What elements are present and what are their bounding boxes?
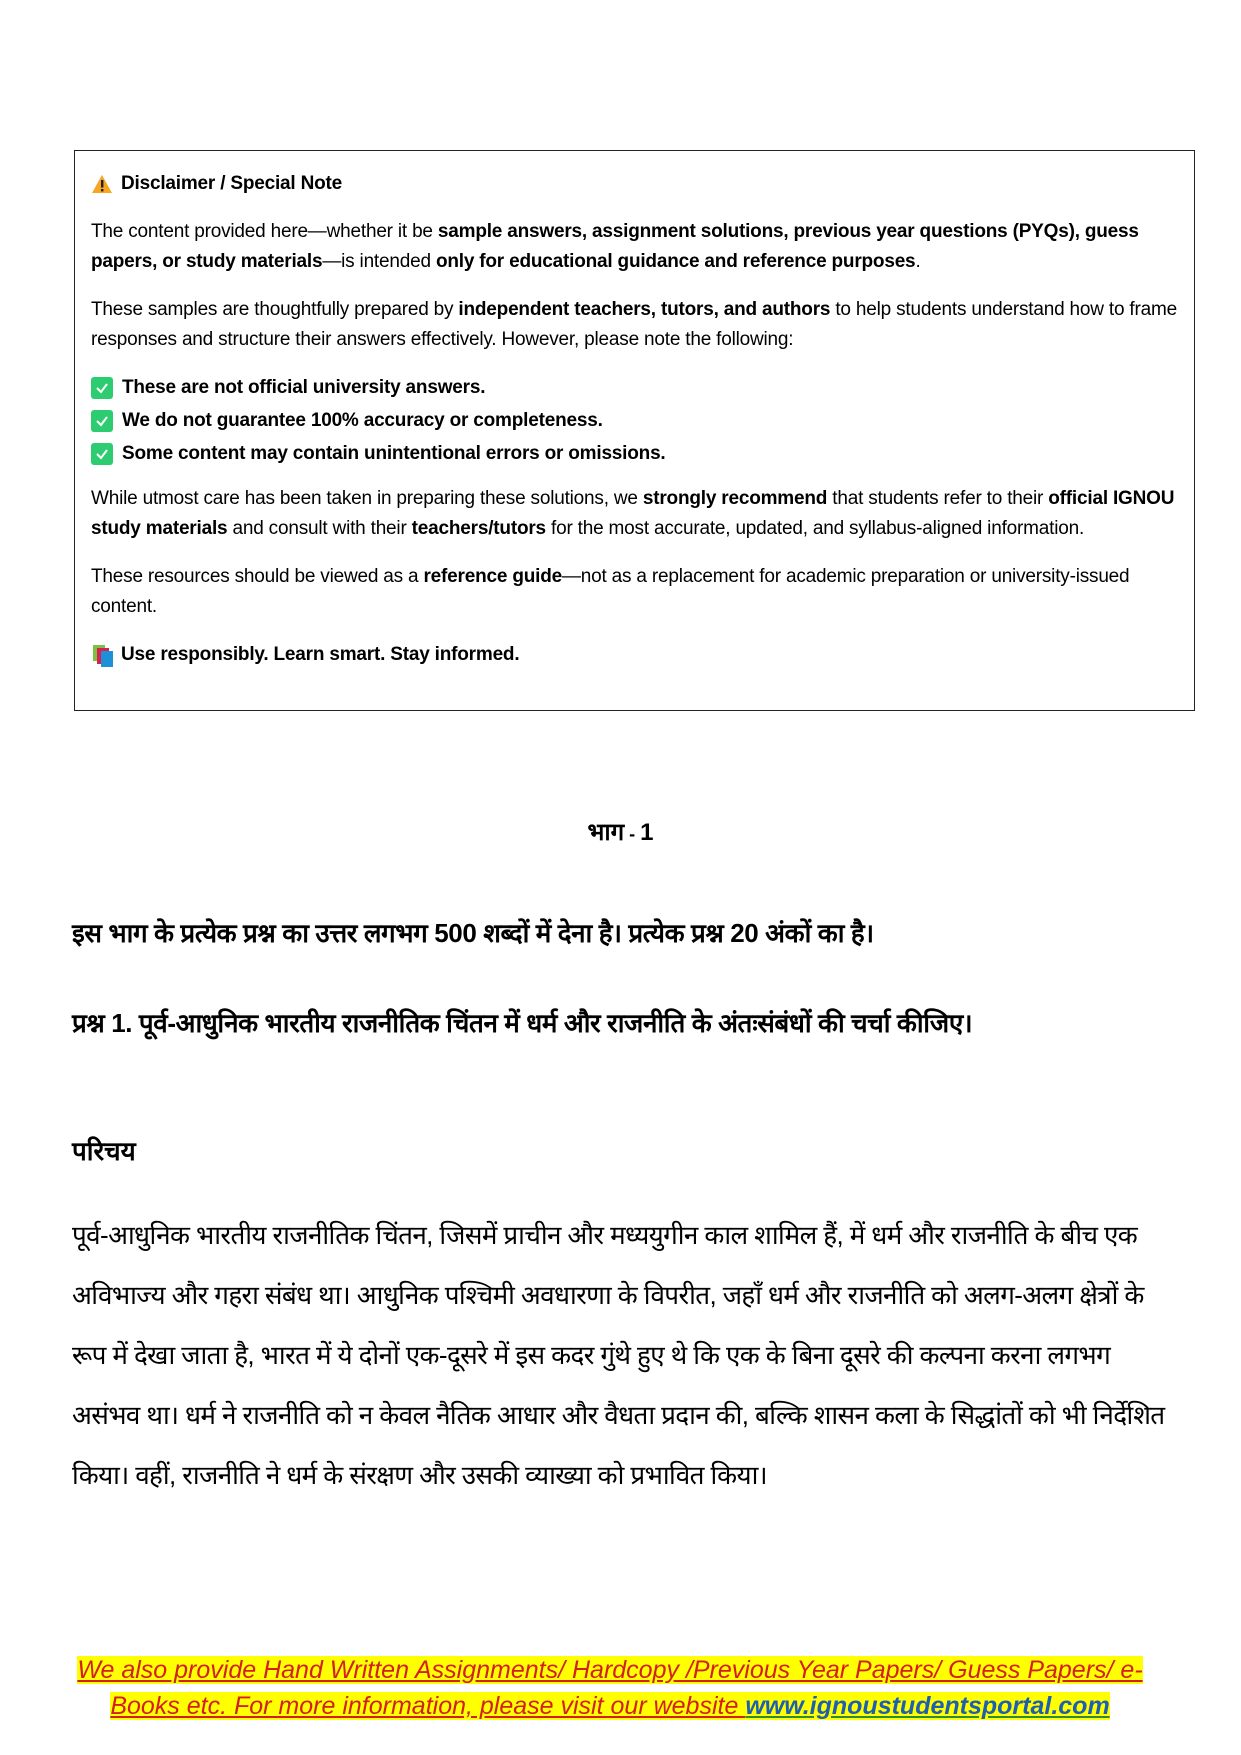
intro-paragraph: पूर्व-आधुनिक भारतीय राजनीतिक चिंतन, जिसमें प्राचीन और मध्ययुगीन काल शामिल हैं, में धर्म और राजनीति के बीच एक अविभाज्य और गहरा संबंध था। आधुनिक पश्चिमी अवधारणा के विपरीत, जहाँ धर्म और राजनीति को अलग-अलग क्षेत्रों के रूप में देखा जाता है, भारत में ये दोनों एक-दूसरे में इस कदर गुंथे हुए थे कि एक के बिना दूसरे की कल्पना करना लगभग असंभव था। धर्म ने राजनीति को न केवल नैतिक आधार और वैधता प्रदान की, बल्कि शासन कला के सिद्धांतों को भी निर्देशित किया। वहीं, राजनीति ने धर्म के संरक्षण और उसकी व्याख्या को प्रभावित किया। bbox=[72, 1220, 1165, 1490]
intro-heading: परिचय bbox=[72, 1136, 136, 1166]
question-text: प्रश्न 1. पूर्व-आधुनिक भारतीय राजनीतिक चिंतन में धर्म और राजनीति के अंतःसंबंधों की चर्चा कीजिए। bbox=[72, 1008, 973, 1038]
bold-text: reference guide bbox=[423, 566, 562, 587]
bold-text: sample answers, assignment solutions, previous year questions (PYQs), guess papers, or study materials bbox=[91, 221, 1139, 272]
text: to help students understand how to frame responses and structure their answers effectively. However, please note the following: bbox=[91, 299, 1177, 350]
disclaimer-paragraph-4 bbox=[91, 562, 1178, 622]
part-number: 1 bbox=[640, 819, 654, 846]
check-icon bbox=[91, 443, 113, 465]
part-heading bbox=[0, 815, 1241, 848]
bold-text: strongly recommend bbox=[642, 488, 828, 509]
check-icon bbox=[91, 410, 113, 432]
disclaimer-footer bbox=[91, 640, 1178, 670]
check-item bbox=[91, 404, 1178, 437]
books-icon bbox=[91, 644, 113, 666]
bold-text: only for educational guidance and reference purposes bbox=[435, 251, 916, 272]
text: and consult with their bbox=[227, 518, 412, 539]
disclaimer-footer-text: Use responsibly. Learn smart. Stay informed. bbox=[121, 644, 520, 665]
text: These samples are thoughtfully prepared by bbox=[91, 299, 459, 320]
promo-text: We also provide Hand Written Assignments/ Hardcopy /Previous Year Papers/ Guess Papers/ e-Books etc. For more information, please visit our website bbox=[77, 1656, 1143, 1720]
text: —not as a replacement for academic preparation or university-issued content. bbox=[91, 566, 1130, 617]
check-item-text: Some content may contain unintentional errors or omissions. bbox=[122, 442, 666, 464]
text: These resources should be viewed as a bbox=[91, 566, 424, 587]
check-item bbox=[91, 437, 1178, 470]
text: for the most accurate, updated, and syllabus-aligned information. bbox=[545, 518, 1085, 539]
disclaimer-paragraph-1 bbox=[91, 217, 1178, 277]
text: . bbox=[915, 251, 921, 272]
part-label: भाग bbox=[587, 819, 625, 846]
checklist bbox=[91, 371, 1178, 470]
check-icon bbox=[91, 377, 113, 399]
bold-text: teachers/tutors bbox=[411, 518, 546, 539]
check-item bbox=[91, 371, 1178, 404]
disclaimer-paragraph-3 bbox=[91, 484, 1178, 544]
disclaimer-box bbox=[74, 150, 1195, 711]
disclaimer-title bbox=[91, 169, 1178, 199]
text: While utmost care has been taken in preparing these solutions, we bbox=[91, 488, 643, 509]
bold-text: official IGNOU study materials bbox=[91, 488, 1175, 539]
website-link[interactable]: www.ignoustudentsportal.com bbox=[745, 1692, 1110, 1720]
bold-text: independent teachers, tutors, and authors bbox=[458, 299, 831, 320]
disclaimer-title-text: Disclaimer / Special Note bbox=[121, 173, 342, 194]
text: that students refer to their bbox=[827, 488, 1049, 509]
warning-icon bbox=[91, 174, 113, 194]
promo-footer bbox=[54, 1652, 1166, 1724]
disclaimer-paragraph-2 bbox=[91, 295, 1178, 355]
section-instructions: इस भाग के प्रत्येक प्रश्न का उत्तर लगभग 500 शब्दों में देना है। प्रत्येक प्रश्न 20 अंकों का है। bbox=[72, 918, 874, 948]
part-dash: - bbox=[624, 824, 641, 844]
check-item-text: These are not official university answers. bbox=[122, 376, 486, 398]
text: The content provided here—whether it be bbox=[91, 221, 438, 242]
text: —is intended bbox=[322, 251, 436, 272]
check-item-text: We do not guarantee 100% accuracy or completeness. bbox=[122, 409, 603, 431]
